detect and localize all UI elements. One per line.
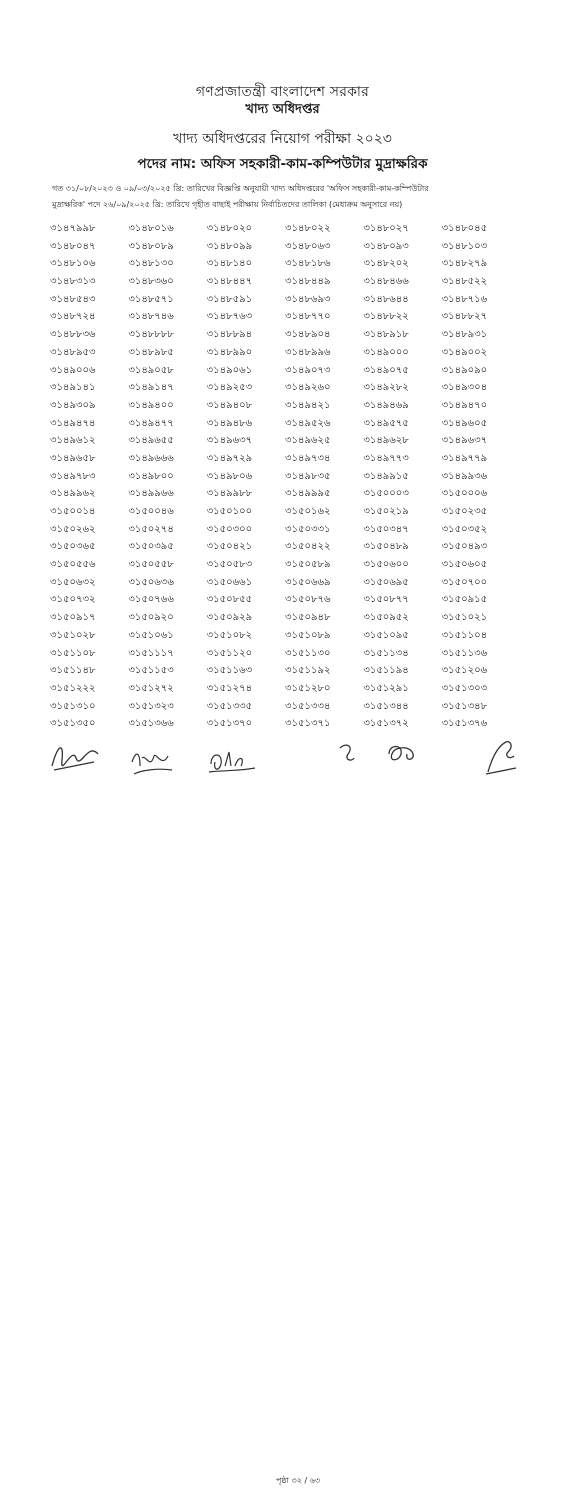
roll-number-cell: ৩১৪৮০৬৩: [285, 240, 331, 252]
roll-number-cell: ৩১৪৯৯৮৮: [206, 488, 253, 500]
roll-number-cell: ৩১৪৯৭৭৯: [441, 452, 488, 464]
roll-number-cell: ৩১৫১১৯৪: [363, 665, 409, 677]
roll-number-cell: ৩১৫০৫৮৯: [285, 559, 331, 571]
roll-number-cell: ৩১৪৮৫৭১: [128, 293, 174, 305]
roll-number-cell: ৩১৪৮২৭৯: [441, 258, 488, 270]
roll-number-cell: ৩১৪৮৭২৪: [50, 311, 96, 323]
roll-number-cell: ৩১৪৯৪৮৬: [206, 417, 253, 429]
roll-number-cell: ৩১৫০৩৫২: [441, 523, 488, 535]
roll-number-cell: ৩১৪৯৪৭০: [441, 399, 488, 411]
roll-number-cell: ৩১৫১১০৪: [441, 629, 488, 641]
roll-number-cell: ৩১৪৭৯৯৮: [50, 223, 96, 234]
roll-number-cell: ৩১৪৯০৭৫: [363, 364, 409, 376]
roll-number-cell: ৩১৫১২৭৪: [206, 682, 253, 694]
roll-number-cell: ৩১৫০২১৯: [363, 506, 409, 517]
roll-number-cell: ৩১৫০০১৪: [50, 506, 96, 517]
roll-number-cell: ৩১৪৮৭১৬: [441, 293, 488, 305]
roll-number-cell: ৩১৫০৭০০: [441, 576, 488, 588]
roll-number-cell: ৩১৪৯৪০৮: [206, 399, 253, 411]
roll-number-cell: ৩১৪৯৭২৯: [206, 452, 253, 464]
roll-number-cell: ৩১৪৮৮৯৪: [206, 329, 253, 341]
roll-number-cell: ৩১৪৮৩১৩: [50, 276, 96, 288]
roll-number-cell: ৩১৫০৩৬৫: [50, 541, 96, 553]
roll-number-cell: ৩১৫০৯৪৮: [285, 612, 331, 624]
roll-number-cell: ৩১৫০৩০০: [206, 523, 253, 535]
roll-number-cell: ৩১৫১৩৩৪: [285, 700, 331, 712]
roll-number-cell: ৩১৪৯৪৬৯: [363, 399, 409, 411]
roll-number-cell: ৩১৪৯৭৩৪: [285, 452, 331, 464]
roll-number-cell: ৩১৪৯৫২৬: [285, 417, 331, 429]
notice-line-1: গত ৩১/০৮/২০২৩ ও ০৯/০৩/২০২৫ খ্রি: তারিখের বিজ্ঞপ্তি অনুযায়ী খাদ্য অধিদপ্তরের 'অফিস সহকারী-কাম-কম্পিউটার: [52, 184, 429, 193]
roll-number-cell: ৩১৪৯৯৬২: [50, 488, 96, 500]
roll-number-cell: ৩১৫১৩৩৫: [206, 700, 253, 712]
roll-number-cell: ৩১৪৯৭৮৩: [50, 470, 96, 482]
roll-number-cell: ৩১৫১১৯২: [285, 665, 331, 677]
roll-number-cell: ৩১৫১২০৬: [441, 665, 488, 677]
roll-number-cell: ৩১৫০৬০৫: [441, 559, 488, 571]
roll-number-cell: ৩১৫০৬৩৬: [128, 576, 174, 588]
roll-number-cell: ৩১৪৯০৭৩: [285, 364, 331, 376]
roll-number-cell: ৩১৪৯৬৩৭: [206, 435, 253, 447]
roll-number-cell: ৩১৪৯৪৭৪: [50, 417, 96, 429]
roll-number-cell: ৩১৫০২৬২: [50, 523, 96, 535]
roll-number-cell: ৩১৪৮৪৬৬: [363, 276, 409, 288]
roll-number-cell: ৩১৫১২৮০: [285, 682, 331, 694]
roll-number-cell: ৩১৪৯১৪৭: [128, 382, 174, 394]
roll-number-cell: ৩১৫০৪৮৯: [363, 541, 409, 553]
roll-number-cell: ৩১৪৮০৯৩: [363, 240, 409, 252]
roll-number-cell: ৩১৪৮৯৩১: [441, 329, 488, 341]
roll-number-cell: ৩১৪৮১০৬: [50, 258, 96, 270]
roll-number-cell: ৩১৪৯০০০: [363, 346, 409, 358]
roll-number-cell: ৩১৫০৩৩১: [285, 523, 331, 535]
roll-number-cell: ৩১৫০০৪৬: [128, 506, 174, 517]
roll-number-cell: ৩১৫০২৩৫: [441, 506, 488, 517]
signature-4: [336, 740, 358, 766]
roll-number-cell: ৩১৫১০২১: [441, 612, 488, 624]
roll-number-cell: ৩১৪৮১৮৬: [285, 258, 331, 270]
roll-number-cell: ৩১৫১৩৭৬: [441, 718, 488, 730]
roll-number-cell: ৩১৫০৩৪৭: [363, 523, 409, 535]
roll-number-cell: ৩১৪৮৫৪৩: [50, 293, 96, 305]
roll-number-cell: ৩১৫০৭৬৬: [128, 594, 174, 606]
roll-number-cell: ৩১৪৮৫২২: [441, 276, 488, 288]
roll-number-cell: ৩১৫০০০৬: [441, 488, 488, 500]
roll-number-cell: ৩১৪৮৮৩৬: [50, 329, 96, 341]
roll-number-cell: ৩১৫০৬৬১: [206, 576, 253, 588]
roll-number-cell: ৩১৫১০৯৫: [363, 629, 409, 641]
roll-number-cell: ৩১৪৮১০৩: [441, 240, 488, 252]
roll-number-cell: ৩১৫১৩৭১: [285, 718, 331, 730]
signature-footer: [0, 730, 565, 1485]
roll-number-cell: ৩১৪৮০৪৫: [441, 223, 488, 234]
roll-number-cell: ৩১৫০৪২১: [206, 541, 253, 553]
roll-number-cell: ৩১৪৮৬৪৪: [363, 293, 409, 305]
roll-number-cell: ৩১৫১১৬৩: [206, 665, 253, 677]
roll-number-cell: ৩১৪৮৯৯৬: [285, 346, 331, 358]
roll-number-cell: ৩১৫১০৮২: [206, 629, 253, 641]
roll-number-cell: ৩১৫১১৩৪: [363, 647, 409, 659]
govt-title: গণপ্রজাতন্ত্রী বাংলাদেশ সরকার: [195, 84, 370, 100]
roll-number-cell: ৩১৫০৯১৫: [441, 594, 488, 606]
roll-number-cell: ৩১৪৮৭৪৬: [128, 311, 174, 323]
roll-number-cell: ৩১৪৮০১৬: [128, 223, 174, 234]
roll-number-cell: ৩১৪৯০০২: [441, 346, 488, 358]
roll-number-cell: ৩১৪৮৯৫৩: [50, 346, 96, 358]
roll-number-cell: ৩১৫১৩৬৬: [128, 718, 174, 730]
roll-number-cell: ৩১৪৮৯৮৫: [128, 346, 174, 358]
department-title: খাদ্য অধিদপ্তর: [245, 102, 320, 117]
roll-number-cell: ৩১৪৯০৫৮: [128, 364, 174, 376]
roll-number-cell: ৩১৫১৩১০: [50, 700, 96, 712]
roll-number-cell: ৩১৪৯৫৭৫: [363, 417, 409, 429]
signature-2: [128, 740, 178, 780]
roll-number-cell: ৩১৪৮৮২২: [363, 311, 409, 323]
roll-number-cell: ৩১৪৯৪০০: [128, 399, 174, 411]
roll-number-cell: ৩১৪৯৬০৫: [441, 417, 488, 429]
roll-number-cell: ৩১৪৯৯৯৫: [285, 488, 331, 500]
roll-number-cell: ৩১৫১৩০৩: [441, 682, 488, 694]
roll-number-cell: ৩১৫১১৪৮: [50, 665, 96, 677]
roll-number-cell: ৩১৫১১৫৩: [128, 665, 174, 677]
roll-number-cell: ৩১৫১২৯১: [363, 682, 409, 694]
notice-line-2: মুদ্রাক্ষরিক' পদে ২৬/০৯/২০২৫ খ্রি: তারিখে গৃহীত বাছাই পরীক্ষায় নির্বাচিতদের তালিকা (মেধাক্রম অনুসারে নয়): [52, 200, 403, 209]
roll-number-cell: ৩১৪৯৪২১: [285, 399, 331, 411]
roll-number-cell: ৩১৪৯৬২৫: [285, 435, 331, 447]
roll-number-cell: ৩১৫০৬৯৫: [363, 576, 409, 588]
roll-number-cell: ৩১৪৮০৪৭: [50, 240, 96, 252]
roll-number-cell: ৩১৪৯৬৬৬: [128, 452, 174, 464]
roll-number-cell: ৩১৪৮০৮৯: [128, 240, 174, 252]
roll-number-cell: ৩১৪৯৬৫৮: [50, 452, 96, 464]
roll-number-cell: ৩১৫১৩২৩: [128, 700, 174, 712]
roll-number-cell: ৩১৫০৪৯৩: [441, 541, 488, 553]
notice-text: [52, 181, 532, 213]
roll-number-cell: ৩১৫১০৮৯: [285, 629, 331, 641]
roll-number-cell: ৩১৫০৭৩২: [50, 594, 96, 606]
roll-number-cell: ৩১৫১৩৪৮: [441, 700, 488, 712]
roll-number-cell: ৩১৪৯৩০৯: [50, 399, 96, 411]
roll-number-cell: ৩১৫০৬৩২: [50, 576, 96, 588]
roll-number-cell: ৩১৫১১০৮: [50, 647, 96, 659]
roll-number-cell: ৩১৫০৬০০: [363, 559, 409, 571]
signature-3: [205, 744, 260, 778]
roll-number-cell: ৩১৪৯৪৭৭: [128, 417, 174, 429]
roll-number-cell: ৩১৫০৯৫২: [363, 612, 409, 624]
roll-number-cell: ৩১৪৯৬১২: [50, 435, 96, 447]
roll-number-cell: ৩১৪৯৯৬৬: [128, 488, 174, 500]
roll-number-cell: ৩১৫০৫৮৩: [206, 559, 253, 571]
roll-number-cell: ৩১৫১১১৭: [128, 647, 174, 659]
post-name: পদের নাম: অফিস সহকারী-কাম-কম্পিউটার মুদ্রাক্ষরিক: [137, 156, 428, 172]
roll-number-cell: ৩১৪৯৬৩৭: [441, 435, 488, 447]
roll-number-cell: ৩১৫১২২২: [50, 682, 96, 694]
roll-number-cell: ৩১৫১১২০: [206, 647, 253, 659]
roll-number-cell: ৩১৫০১৬২: [285, 506, 331, 517]
roll-number-cell: ৩১৪৯২৮২: [363, 382, 409, 394]
roll-number-cell: ৩১৪৯২৫৩: [206, 382, 253, 394]
roll-number-cell: ৩১৫০২৭৪: [128, 523, 174, 535]
roll-number-cell: ৩১৫০৩৯৫: [128, 541, 174, 553]
roll-number-cell: ৩১৫০০০৩: [363, 488, 409, 500]
page-number: পৃষ্ঠা ৩২ / ৬৩: [276, 1476, 321, 1485]
roll-number-table: [50, 220, 520, 733]
roll-number-cell: ৩১৪৯০৬১: [206, 364, 253, 376]
roll-number-cell: ৩১৪৮১৩০: [128, 258, 174, 270]
signature-6: [480, 734, 522, 778]
roll-number-cell: ৩১৫০৫৫৮: [128, 559, 174, 571]
roll-number-cell: ৩১৫০৯২৯: [206, 612, 253, 624]
roll-number-cell: ৩১৫১১৩০: [285, 647, 331, 659]
roll-number-cell: ৩১৪৯২৬০: [285, 382, 331, 394]
roll-number-cell: ৩১৪৯৮৩৫: [285, 470, 331, 482]
roll-number-cell: ৩১৫০৪২২: [285, 541, 331, 553]
roll-number-cell: ৩১৫০৮৭৬: [285, 594, 331, 606]
roll-number-cell: ৩১৫১০৬১: [128, 629, 174, 641]
roll-number-cell: ৩১৪৮২০২: [363, 258, 409, 270]
roll-number-cell: ৩১৪৯০০৬: [50, 364, 96, 376]
exam-title: খাদ্য অধিদপ্তরের নিয়োগ পরীক্ষা ২০২৩: [173, 131, 392, 147]
roll-number-cell: ৩১৪৮৯৯০: [206, 346, 253, 358]
roll-number-cell: ৩১৫১৩৪৪: [363, 700, 409, 712]
roll-number-cell: ৩১৪৮৫৯১: [206, 293, 253, 305]
roll-number-cell: ৩১৫১৩৭০: [206, 718, 253, 730]
roll-number-cell: ৩১৫০১০০: [206, 506, 253, 517]
roll-number-cell: ৩১৪৮৩৬০: [128, 276, 174, 288]
roll-number-cell: ৩১৫১১৩৬: [441, 647, 488, 659]
roll-number-cell: ৩১৫০৬৬৯: [285, 576, 331, 588]
roll-number-cell: ৩১৫০৮৭৭: [363, 594, 409, 606]
roll-number-cell: ৩১৫০৫৫৬: [50, 559, 96, 571]
roll-number-cell: ৩১৫০৯১৭: [50, 612, 96, 624]
roll-number-cell: ৩১৪৮৭৬৩: [206, 311, 253, 323]
roll-number-cell: ৩১৪৮১৪০: [206, 258, 253, 270]
roll-number-cell: ৩১৪৮৮২৭: [441, 311, 488, 323]
roll-number-cell: ৩১৪৯৭৭৩: [363, 452, 409, 464]
roll-number-cell: ৩১৪৯৮০৬: [206, 470, 253, 482]
roll-number-cell: ৩১৪৮৮৮৮: [128, 329, 174, 341]
roll-number-cell: ৩১৪৮০৯৯: [206, 240, 253, 252]
roll-number-cell: ৩১৫১৩৫০: [50, 718, 96, 730]
roll-number-cell: ৩১৪৯১৪১: [50, 382, 96, 394]
roll-number-cell: ৩১৫১৩৭২: [363, 718, 409, 730]
roll-number-cell: ৩১৪৮০২৭: [363, 223, 409, 234]
roll-number-cell: ৩১৪৯৩০৪: [441, 382, 488, 394]
roll-number-cell: ৩১৪৯৬৫৫: [128, 435, 174, 447]
roll-number-cell: ৩১৫০৮৫৫: [206, 594, 253, 606]
roll-number-cell: ৩১৫১০২৮: [50, 629, 96, 641]
roll-number-cell: ৩১৪৮৪৪৭: [206, 276, 253, 288]
roll-number-cell: ৩১৫০৯২০: [128, 612, 174, 624]
roll-number-cell: ৩১৪৮৯১৮: [363, 329, 409, 341]
roll-number-cell: ৩১৪৯৯৩৬: [441, 470, 488, 482]
signature-1: [48, 736, 103, 776]
roll-number-cell: ৩১৪৮৭৭০: [285, 311, 331, 323]
roll-number-cell: ৩১৪৮০২০: [206, 223, 253, 234]
roll-number-cell: ৩১৪৮৬৯৩: [285, 293, 331, 305]
roll-number-cell: ৩১৪৯৮০০: [128, 470, 174, 482]
signature-5: [383, 740, 421, 766]
roll-number-cell: ৩১৪৯০৯০: [441, 364, 488, 376]
roll-number-cell: ৩১৪৯৯১৫: [363, 470, 409, 482]
roll-number-cell: ৩১৪৮৪৪৯: [285, 276, 331, 288]
roll-number-cell: ৩১৪৯৬২৮: [363, 435, 409, 447]
roll-number-cell: ৩১৪৮০২২: [285, 223, 331, 234]
roll-number-cell: ৩১৪৮৯০৪: [285, 329, 331, 341]
roll-number-cell: ৩১৫১২৭২: [128, 682, 174, 694]
